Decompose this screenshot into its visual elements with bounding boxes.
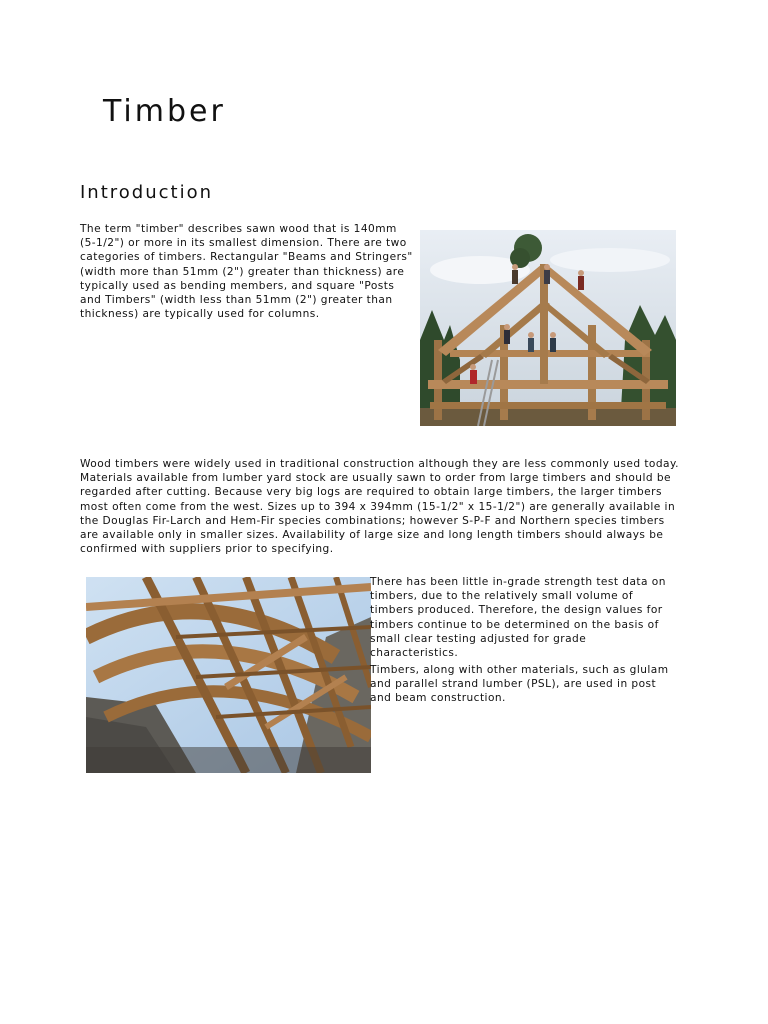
roof-truss-photo — [86, 577, 371, 773]
paragraph-strength-test-data: There has been little in-grade strength test data on timbers, due to the relatively small volume of timbers produced. Therefore, the design values for timbers continue to be determined on the basis of small clear testing adjusted for grade characteristics. — [370, 576, 666, 660]
paragraph-timber-definition: The term "timber" describes sawn wood that is 140mm (5-1/2") or more in its smallest dimension. There are two categories of timbers. Rectangular "Beams and Stringers" (width more than 51mm (2") greater than thickness) are typically used as bending members, and square "Posts and Timbers" (width less than 51mm (2") greater than thickness) are typically used for columns. — [80, 223, 413, 321]
paragraph-post-and-beam: Timbers, along with other materials, such as glulam and parallel strand lumber (PSL), are used in post and beam construction. — [370, 664, 669, 705]
page-title: Timber — [103, 94, 226, 129]
paragraph-wood-timbers-history: Wood timbers were widely used in traditional construction although they are less commonly used today. Materials available from lumber yard stock are usually sawn to order from large timbers and should be regarded after cutting. Because very big logs are required to obtain large timbers, the larger timbers most often come from the west. Sizes up to 394 x 394mm (15-1/2" x 15-1/2") are generally available in the Douglas Fir-Larch and Hem-Fir species combinations; however S-P-F and Northern species timbers are available only in smaller sizes. Availability of large size and long length timbers should always be confirmed with suppliers prior to specifying. — [80, 458, 679, 556]
timber-frame-photo — [420, 230, 676, 426]
section-heading-introduction: Introduction — [80, 182, 214, 203]
